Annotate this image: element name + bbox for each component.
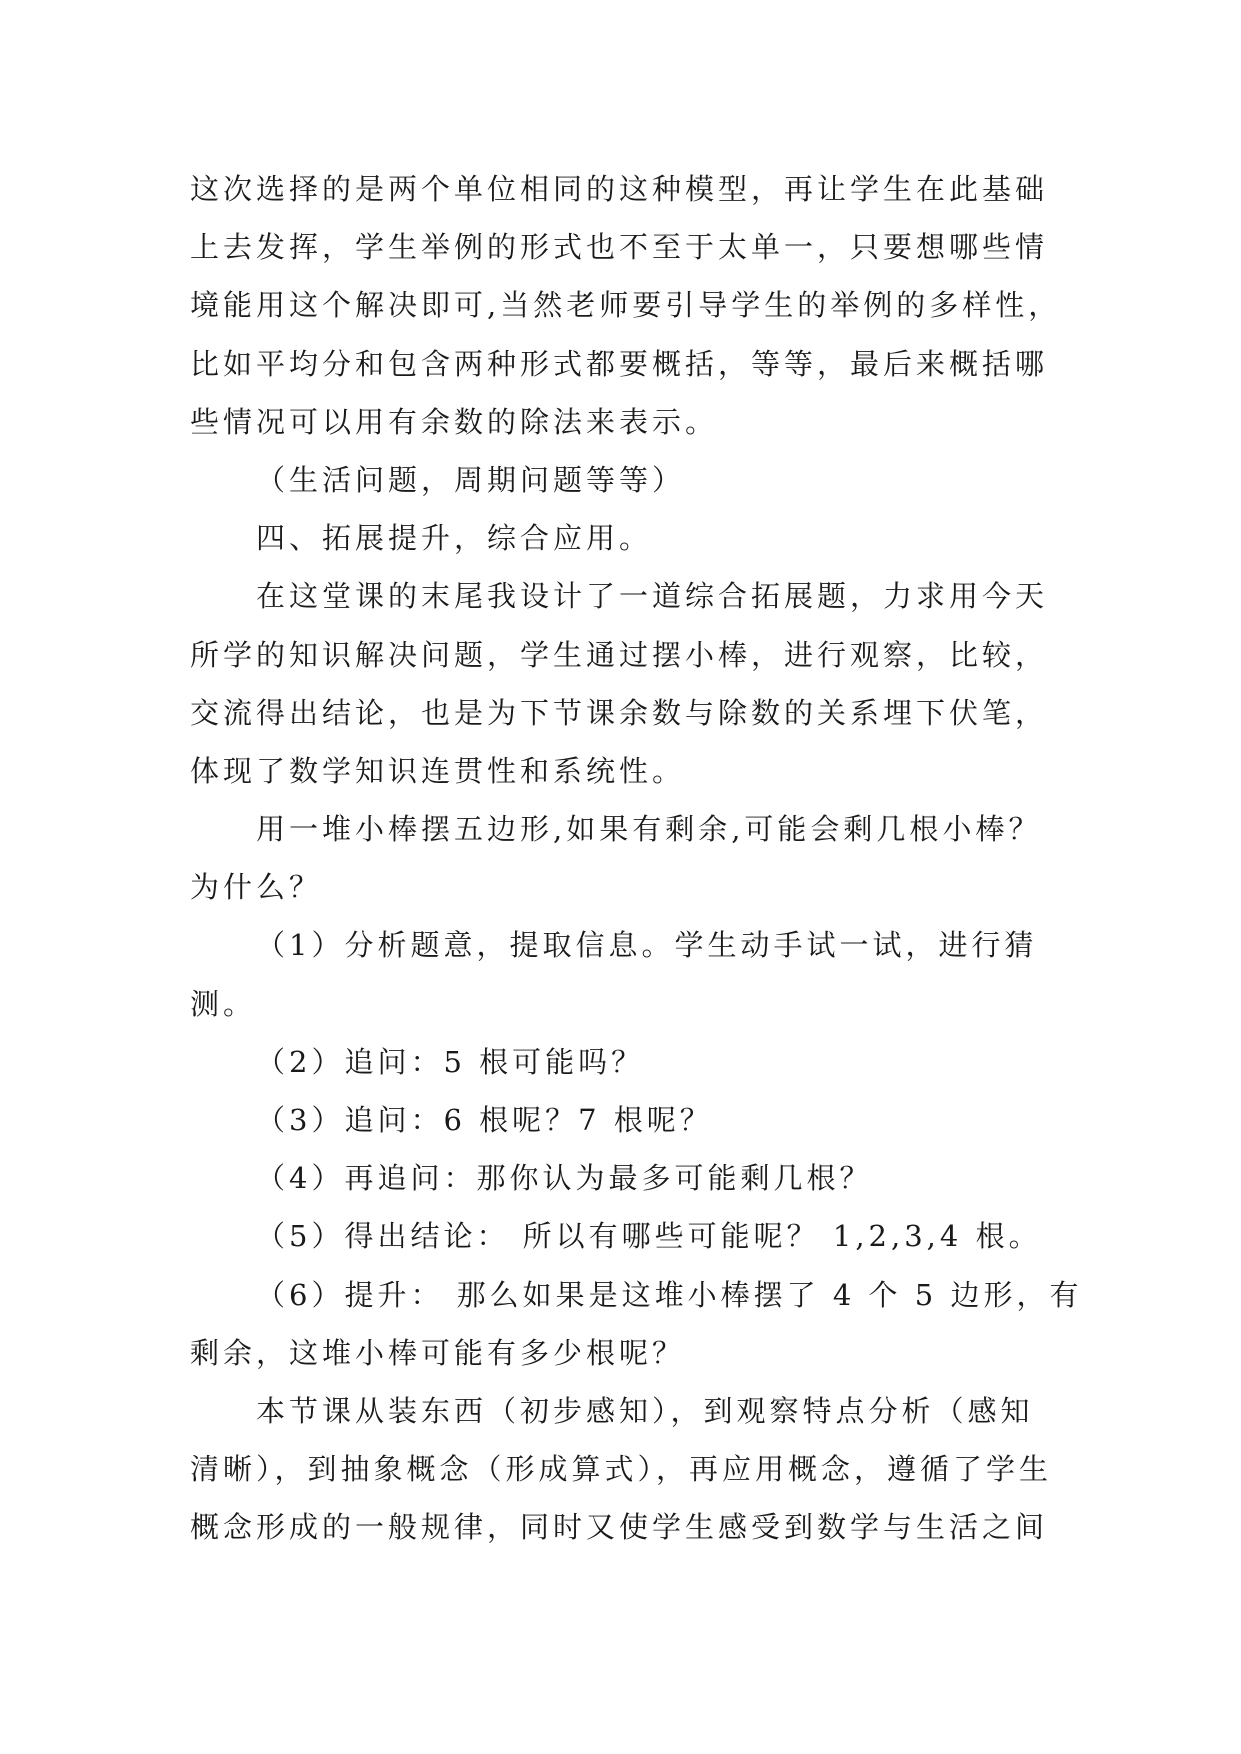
numbered-step: （3）追问：6 根呢？7 根呢？	[256, 1103, 713, 1137]
numbered-step: （2）追问：5 根可能吗？	[256, 1044, 645, 1079]
numbered-step: 剩余，这堆小棒可能有多少根呢？	[190, 1335, 686, 1370]
text-line: 本节课从装东西（初步感知），到观察特点分析（感知	[256, 1393, 1034, 1428]
problem-statement: 用一堆小棒摆五边形,如果有剩余,可能会剩几根小棒？	[256, 812, 1042, 847]
text-line: 所学的知识解决问题，学生通过摆小棒，进行观察，比较，	[190, 637, 1049, 672]
document-body	[190, 160, 1083, 1557]
text-line: 上去发挥，学生举例的形式也不至于太单一，只要想哪些情	[190, 230, 1049, 265]
text-line: 些情况可以用有余数的除法来表示。	[190, 404, 719, 439]
text-line: 交流得出结论，也是为下节课余数与除数的关系埋下伏笔，	[190, 695, 1049, 730]
numbered-step: （5）得出结论： 所以有哪些可能呢？ 1,2,3,4 根。	[256, 1219, 1042, 1254]
problem-statement: 为什么？	[190, 870, 323, 905]
text-line: 概念形成的一般规律，同时又使学生感受到数学与生活之间	[190, 1510, 1049, 1545]
text-line: 清晰），到抽象概念（形成算式），再应用概念，遵循了学生	[190, 1452, 1053, 1487]
text-line: 比如平均分和包含两种形式都要概括，等等，最后来概括哪	[190, 346, 1049, 381]
numbered-step: （4）再追问：那你认为最多可能剩几根？	[256, 1161, 873, 1196]
numbered-step: 测。	[190, 986, 257, 1021]
text-line: 在这堂课的末尾我设计了一道综合拓展题，力求用今天	[256, 579, 1049, 614]
text-line: 体现了数学知识连贯性和系统性。	[190, 753, 686, 788]
numbered-step: （6）提升： 那么如果是这堆小棒摆了 4 个 5 边形，有	[256, 1277, 1083, 1312]
numbered-step: （1）分析题意，提取信息。学生动手试一试，进行猜	[256, 928, 1038, 963]
section-heading: 四、拓展提升，综合应用。	[256, 521, 653, 556]
text-line: （生活问题，周期问题等等）	[256, 462, 686, 497]
text-line: 境能用这个解决即可,当然老师要引导学生的举例的多样性，	[190, 288, 1062, 323]
text-line: 这次选择的是两个单位相同的这种模型，再让学生在此基础	[190, 172, 1049, 206]
